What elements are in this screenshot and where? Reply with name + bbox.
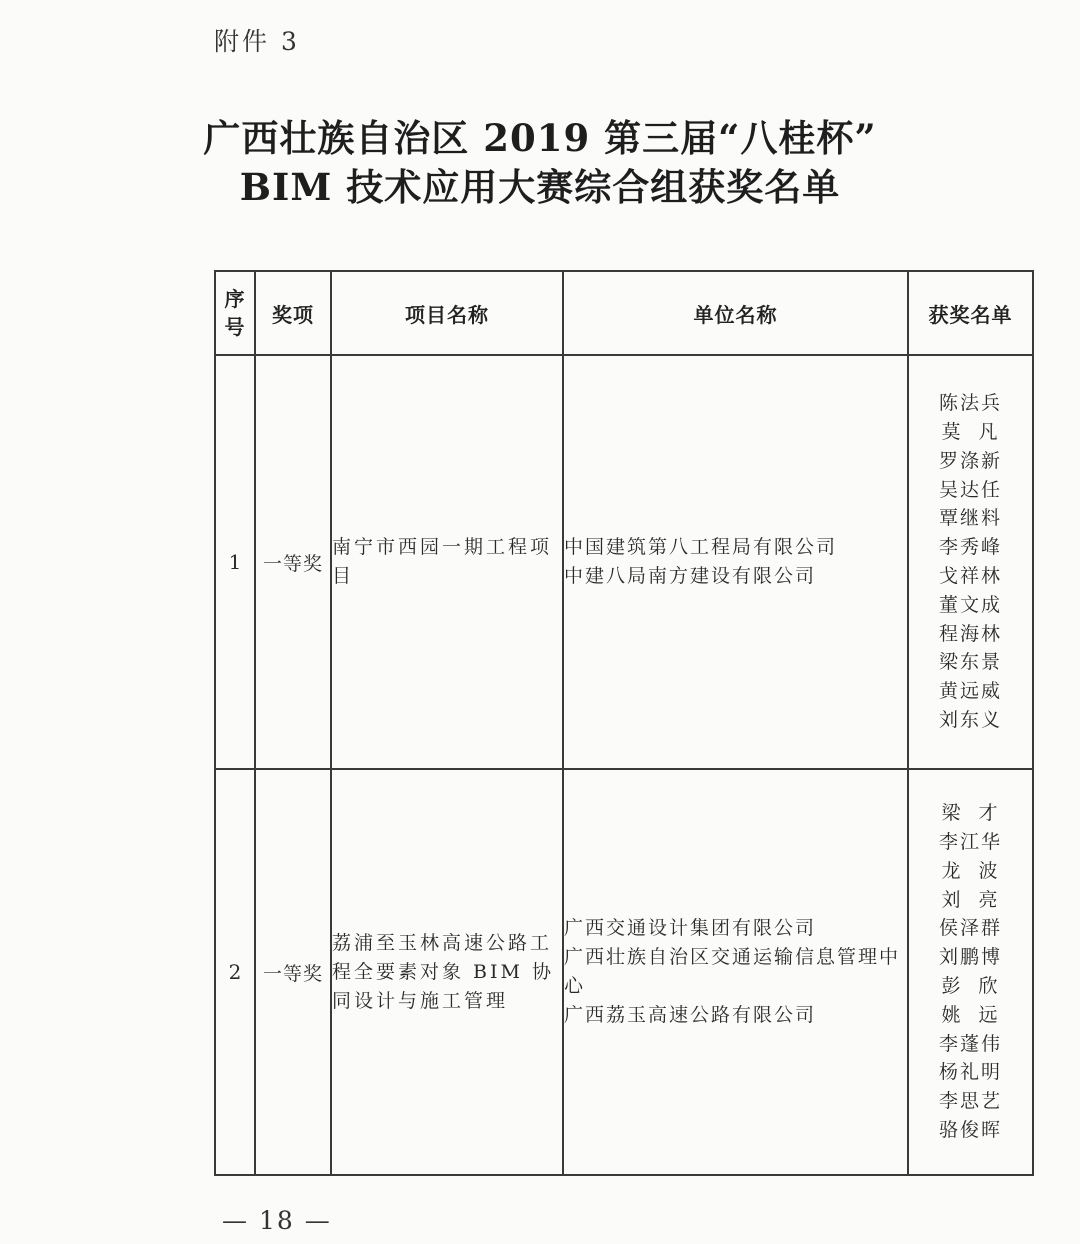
winner-name: 陈法兵 <box>938 392 1002 415</box>
header-unit: 单位名称 <box>563 271 908 355</box>
winner-name: 梁 才 <box>941 802 1000 825</box>
row-units <box>563 355 908 769</box>
winner-name: 刘鹏博 <box>938 946 1002 969</box>
attachment-label: 附件 3 <box>214 27 300 56</box>
header-seq <box>215 271 255 355</box>
winner-name: 覃继料 <box>938 507 1002 530</box>
document-title-line-2: BIM 技术应用大赛综合组获奖名单 <box>239 165 841 209</box>
award-table <box>214 270 1034 1176</box>
winner-name: 彭 欣 <box>941 975 1000 997</box>
winner-name: 吴达任 <box>938 478 1002 501</box>
winner-name: 侯泽群 <box>938 917 1002 940</box>
winner-name: 龙 波 <box>941 859 1000 882</box>
row-winners <box>908 355 1033 769</box>
row-winners <box>908 769 1033 1175</box>
winner-name: 刘 亮 <box>941 888 1000 911</box>
row-seq: 2 <box>215 769 255 1175</box>
table-row <box>215 355 1033 769</box>
unit-name: 广西壮族自治区交通运输信息管理中心 <box>564 946 901 997</box>
winner-name: 程海林 <box>938 622 1002 645</box>
header-winners: 获奖名单 <box>908 271 1033 355</box>
unit-name: 中建八局南方建设有限公司 <box>564 565 817 587</box>
winner-name: 骆俊晖 <box>938 1118 1002 1141</box>
row-project: 荔浦至玉林高速公路工程全要素对象 BIM 协同设计与施工管理 <box>331 769 563 1175</box>
winner-name: 罗涤新 <box>938 449 1002 472</box>
row-award: 一等奖 <box>255 769 331 1175</box>
unit-name: 广西荔玉高速公路有限公司 <box>564 1004 817 1026</box>
page-number: — 18 — <box>222 1206 332 1235</box>
winner-name: 刘东义 <box>938 708 1002 731</box>
winner-name: 李蓬伟 <box>938 1032 1002 1055</box>
row-seq: 1 <box>215 355 255 769</box>
winner-name: 姚 远 <box>941 1003 1000 1026</box>
unit-name: 中国建筑第八工程局有限公司 <box>564 536 838 558</box>
document-title-line-1: 广西壮族自治区 2019 第三届“八桂杯” <box>203 116 877 160</box>
unit-name: 广西交通设计集团有限公司 <box>564 917 817 939</box>
winner-name: 李江华 <box>938 831 1002 854</box>
winner-name: 李秀峰 <box>938 536 1002 559</box>
winner-name: 黄远威 <box>938 680 1002 703</box>
row-units <box>563 769 908 1175</box>
header-seq-label: 序号 <box>224 287 246 339</box>
header-project: 项目名称 <box>331 271 563 355</box>
header-award: 奖项 <box>255 271 331 355</box>
row-award: 一等奖 <box>255 355 331 769</box>
row-project: 南宁市西园一期工程项目 <box>331 355 563 769</box>
table-row <box>215 769 1033 1175</box>
winner-name: 李思艺 <box>938 1090 1002 1113</box>
winner-name: 董文成 <box>938 593 1002 616</box>
winner-name: 戈祥林 <box>938 565 1002 587</box>
winner-name: 梁东景 <box>938 651 1002 674</box>
winner-name: 莫 凡 <box>941 421 1000 444</box>
table-header-row <box>215 271 1033 355</box>
winner-name: 杨礼明 <box>938 1061 1002 1084</box>
